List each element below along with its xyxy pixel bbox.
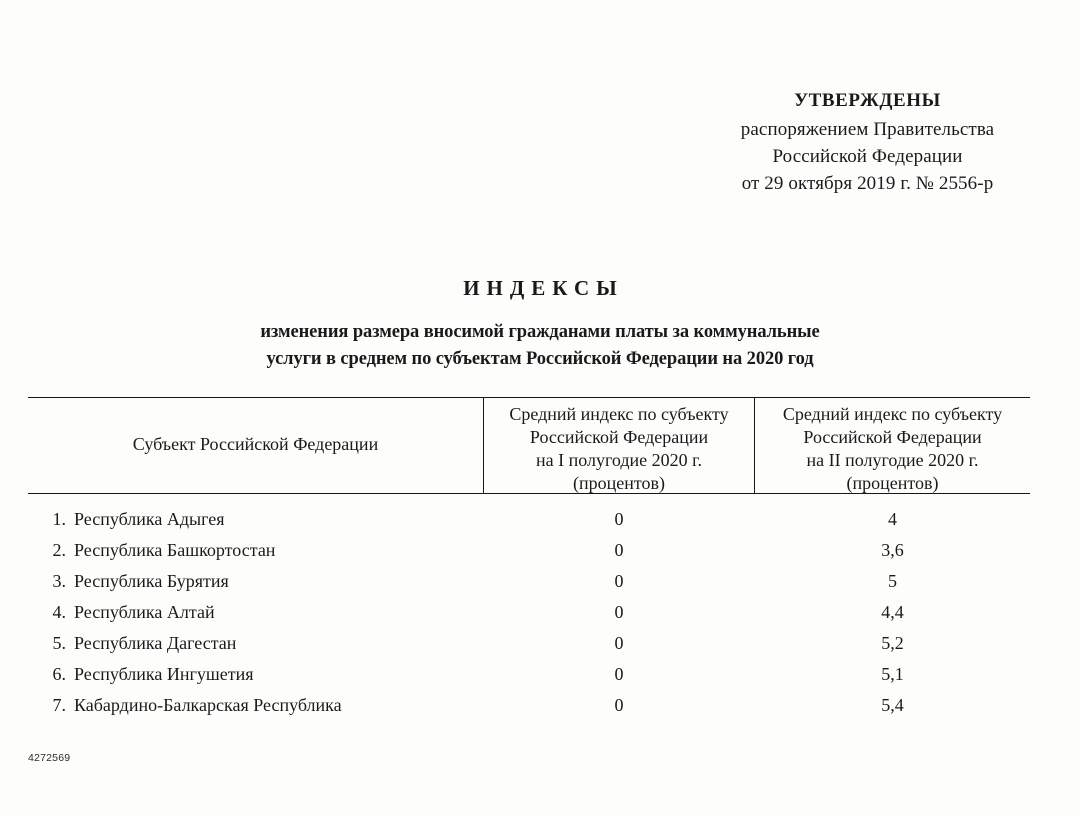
- row-subject-name: Кабардино-Балкарская Республика: [74, 695, 342, 715]
- document-subtitle-line-1: изменения размера вносимой гражданами платы за коммунальные: [260, 322, 820, 342]
- table-row: [28, 695, 1030, 726]
- approval-line-1: распоряжением Правительства: [740, 118, 995, 140]
- row-value-half1: 0: [614, 602, 624, 622]
- approval-line-3: от 29 октября 2019 г. № 2556-р: [741, 172, 994, 194]
- row-value-half1: 0: [614, 695, 624, 715]
- table-body: [28, 493, 1030, 726]
- document-subtitle-line-2: услуги в среднем по субъектам Российской Федерации на 2020 год: [266, 348, 814, 369]
- column-header-half2: [755, 397, 1030, 493]
- row-value-half2: 4: [888, 509, 897, 529]
- table-row: [28, 664, 1030, 695]
- row-index: 1.: [52, 509, 66, 529]
- row-value-half2: 3,6: [881, 540, 904, 560]
- row-index: 3.: [52, 571, 66, 591]
- row-value-half2: 5,2: [881, 633, 904, 653]
- document-subtitle: [0, 319, 1080, 373]
- column-header-half1: [484, 397, 754, 493]
- row-value-half1: 0: [614, 540, 624, 560]
- approval-line-2: Российской Федерации: [772, 145, 963, 167]
- row-subject-name: Республика Ингушетия: [74, 664, 254, 684]
- row-index: 6.: [52, 664, 66, 684]
- table-row: [28, 633, 1030, 664]
- column-header-half2-line-2: Российской Федерации: [803, 427, 982, 448]
- row-subject-name: Республика Бурятия: [74, 571, 229, 591]
- row-index: 2.: [52, 540, 66, 560]
- row-value-half1: 0: [614, 633, 624, 653]
- table-row: [28, 540, 1030, 571]
- column-header-half1-line-3: на I полугодие 2020 г.: [535, 450, 703, 471]
- approval-block: [700, 88, 1035, 198]
- row-value-half1: 0: [614, 664, 624, 684]
- column-header-half2-line-3: на II полугодие 2020 г.: [806, 450, 979, 471]
- table-header-row: [28, 397, 1030, 493]
- indices-table: [28, 397, 1030, 726]
- approval-title: УТВЕРЖДЕНЫ: [794, 90, 941, 111]
- column-header-half2-line-4: (процентов): [846, 473, 939, 494]
- row-subject-name: Республика Башкортостан: [74, 540, 276, 560]
- column-header-subject: [28, 397, 483, 493]
- table-row: [28, 602, 1030, 633]
- column-header-half1-line-2: Российской Федерации: [529, 427, 709, 448]
- column-header-half1-line-4: (процентов): [572, 473, 665, 494]
- row-value-half1: 0: [614, 509, 624, 529]
- row-value-half1: 0: [614, 571, 624, 591]
- row-index: 7.: [52, 695, 66, 715]
- row-subject-name: Республика Адыгея: [74, 509, 225, 529]
- table-row: [28, 571, 1030, 602]
- table-row: [28, 509, 1030, 540]
- row-value-half2: 5: [888, 571, 897, 591]
- row-subject-name: Республика Дагестан: [74, 633, 237, 653]
- row-value-half2: 4,4: [881, 602, 904, 622]
- document-code: 4272569: [28, 752, 71, 764]
- column-header-subject-label: Субъект Российской Федерации: [132, 434, 379, 455]
- page-title: ИНДЕКСЫ: [463, 276, 624, 300]
- row-index: 5.: [52, 633, 66, 653]
- row-index: 4.: [52, 602, 66, 622]
- document-title-block: [0, 276, 1080, 373]
- row-subject-name: Республика Алтай: [74, 602, 215, 622]
- column-header-half2-line-1: Средний индекс по субъекту: [782, 404, 1003, 424]
- row-value-half2: 5,4: [881, 695, 904, 715]
- column-header-half1-line-1: Средний индекс по субъекту: [509, 404, 729, 424]
- row-value-half2: 5,1: [881, 664, 904, 684]
